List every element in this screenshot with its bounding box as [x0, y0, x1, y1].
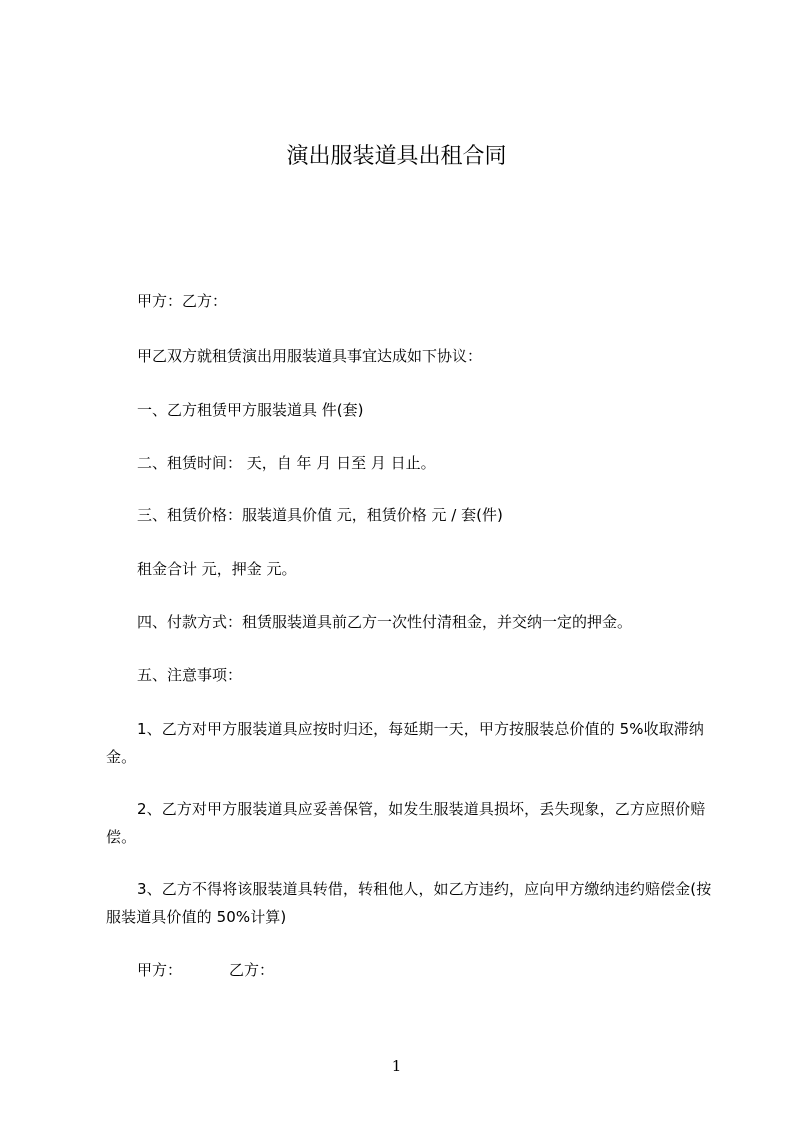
note-2: 2、乙方对甲方服装道具应妥善保管，如发生服装道具损坏，丢失现象，乙方应照价赔偿。	[106, 800, 706, 846]
document-title: 演出服装道具出租合同	[286, 144, 507, 169]
clause-3-total: 租金合计 元，押金 元。	[137, 560, 297, 578]
note-1: 1、乙方对甲方服装道具应按时归还，每延期一天，甲方按服装总价值的 5%收取滞纳金。	[106, 720, 705, 766]
clause-1: 一、乙方租赁甲方服装道具 件(套)	[137, 401, 364, 419]
clause-5-heading: 五、注意事项：	[137, 666, 243, 684]
signature-line	[137, 960, 274, 980]
clause-2: 二、租赁时间： 天，自 年 月 日至 月 日止。	[137, 454, 436, 472]
signature-party-a: 甲方：	[137, 961, 183, 979]
page-number: 1	[391, 1057, 402, 1075]
clause-4: 四、付款方式：租赁服装道具前乙方一次性付清租金，并交纳一定的押金。	[137, 613, 633, 631]
signature-party-b: 乙方：	[229, 961, 275, 979]
clause-3: 三、租赁价格：服装道具价值 元，租赁价格 元 / 套(件)	[137, 506, 503, 524]
intro-paragraph: 甲乙双方就租赁演出用服装道具事宜达成如下协议：	[137, 347, 483, 365]
parties-line: 甲方：乙方：	[137, 292, 228, 310]
note-3: 3、乙方不得将该服装道具转借，转租他人，如乙方违约，应向甲方缴纳违约赔偿金(按服装道具价值的 50%计算)	[106, 880, 712, 926]
